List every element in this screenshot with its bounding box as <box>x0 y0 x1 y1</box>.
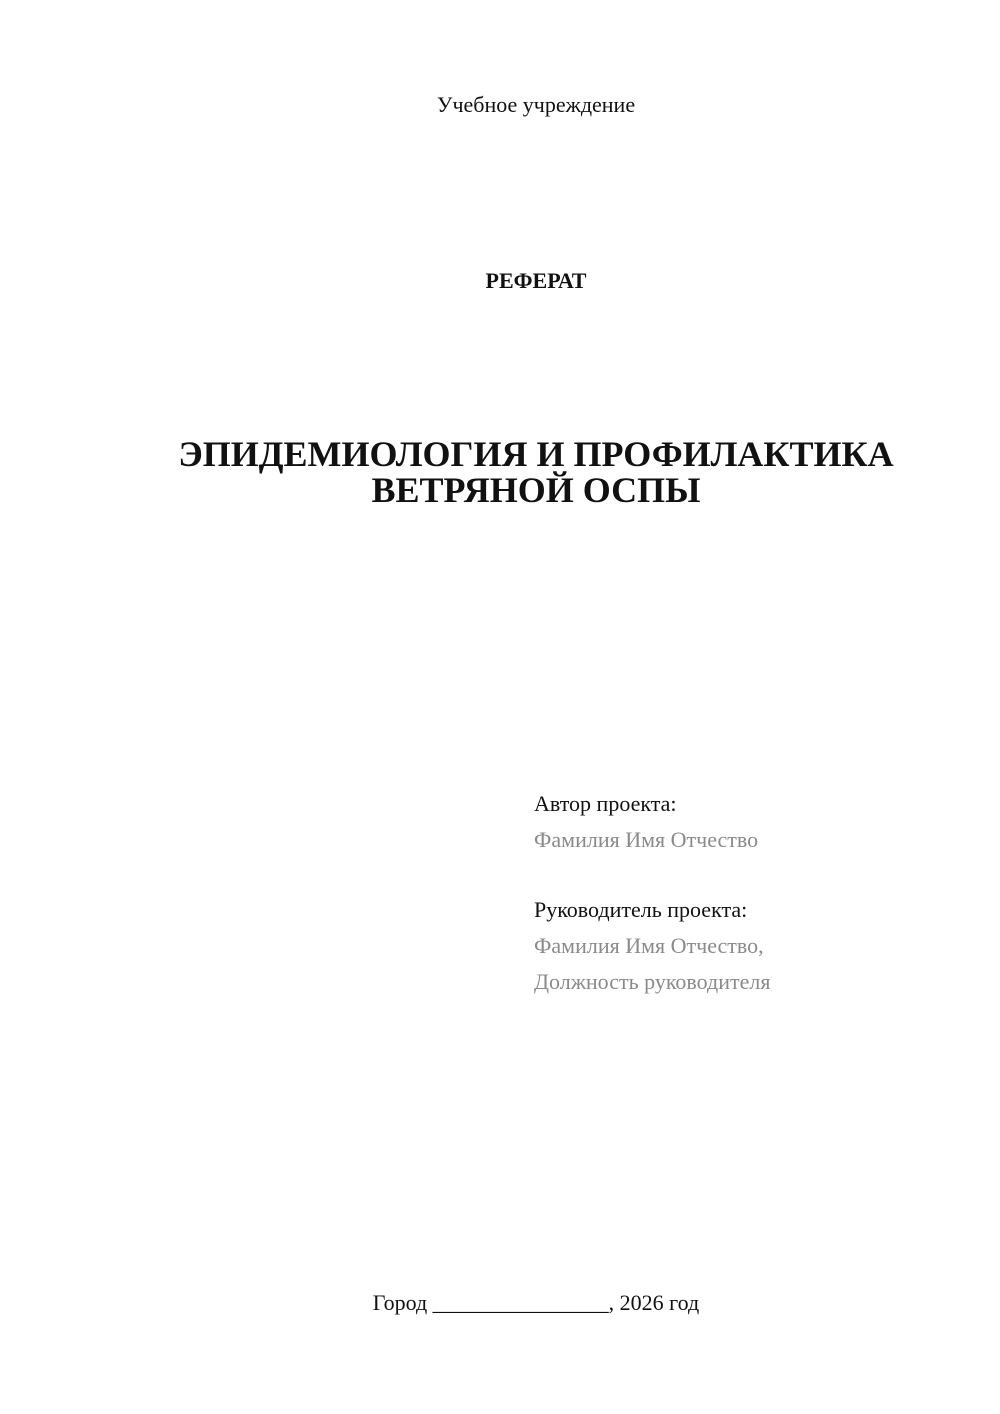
document-title-line-2: ВЕТРЯНОЙ ОСПЫ <box>371 470 701 510</box>
supervisor-label: Руководитель проекта: <box>534 897 748 922</box>
author-label: Автор проекта: <box>534 791 677 816</box>
author-block <box>534 786 758 858</box>
supervisor-block <box>534 892 770 1000</box>
supervisor-position: Должность руководителя <box>534 969 771 994</box>
document-type: РЕФЕРАТ <box>485 268 587 293</box>
document-title-line-1: ЭПИДЕМИОЛОГИЯ И ПРОФИЛАКТИКА <box>178 434 894 474</box>
institution-name: Учебное учреждение <box>436 92 636 117</box>
author-name: Фамилия Имя Отчество <box>534 827 759 852</box>
document-title <box>0 436 1000 508</box>
supervisor-name: Фамилия Имя Отчество, <box>534 933 764 958</box>
city-year-line: Город ________________, 2026 год <box>372 1290 700 1315</box>
